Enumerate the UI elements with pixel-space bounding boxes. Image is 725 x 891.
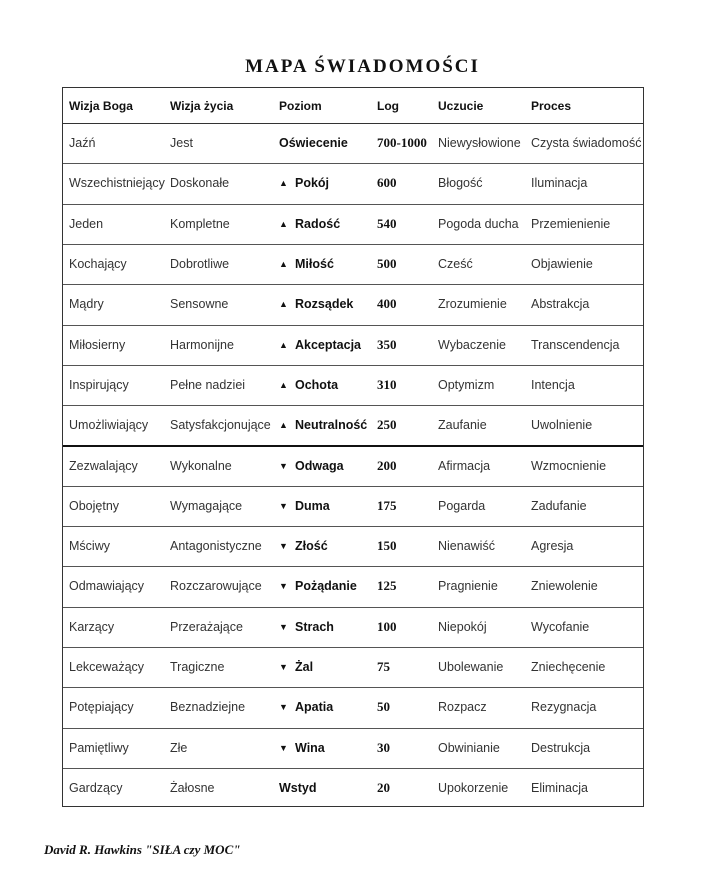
process-cell — [531, 526, 573, 566]
log-cell-text: 600 — [377, 175, 397, 191]
header-level: Poziom — [279, 98, 322, 113]
process-cell-text: Wzmocnienie — [531, 458, 607, 473]
vision-of-god-cell-text: Lekceważący — [69, 660, 145, 675]
vision-of-god-cell — [69, 365, 129, 405]
emotion-cell-text: Błogość — [438, 176, 483, 191]
process-cell — [531, 486, 587, 526]
emotion-cell-text: Rozpacz — [438, 700, 487, 715]
table-header-row — [63, 88, 643, 124]
process-cell — [531, 163, 587, 203]
log-cell-text: 50 — [377, 699, 390, 715]
emotion-cell — [438, 365, 494, 405]
level-text: Pokój — [295, 176, 330, 191]
level-cell — [279, 728, 325, 768]
level-text: Wstyd — [279, 780, 317, 795]
process-cell — [531, 445, 606, 485]
vision-of-life-cell-text: Satysfakcjonujące — [170, 418, 271, 433]
emotion-cell — [438, 405, 487, 445]
emotion-cell-text: Obwinianie — [438, 740, 500, 755]
level-cell — [279, 486, 330, 526]
vision-of-god-cell-text: Obojętny — [69, 498, 120, 513]
emotion-cell — [438, 445, 490, 485]
vision-of-god-cell-text: Inspirujący — [69, 377, 129, 392]
vision-of-god-cell — [69, 687, 134, 727]
vision-of-god-cell-text: Kochający — [69, 257, 127, 272]
vision-of-life-cell-text: Wykonalne — [170, 458, 232, 473]
vision-of-life-cell-text: Przerażające — [170, 619, 243, 634]
log-cell-text: 30 — [377, 739, 390, 755]
arrow-up-icon: ▲ — [279, 379, 288, 390]
emotion-cell — [438, 647, 503, 687]
emotion-cell-text: Upokorzenie — [438, 780, 509, 795]
process-cell-text: Intencja — [531, 377, 575, 392]
table-row — [63, 405, 643, 445]
level-cell — [279, 526, 328, 566]
table-row — [63, 204, 643, 244]
emotion-cell-text: Wybaczenie — [438, 337, 506, 352]
level-text: Ochota — [295, 377, 339, 392]
level-text: Miłość — [295, 257, 334, 272]
vision-of-god-cell-text: Zezwalający — [69, 458, 138, 473]
vision-of-life-cell-text: Tragiczne — [170, 660, 225, 675]
level-text: Apatia — [295, 700, 334, 715]
emotion-cell — [438, 687, 487, 727]
vision-of-life-cell — [170, 163, 229, 203]
emotion-cell — [438, 163, 482, 203]
level-text: Rozsądek — [295, 297, 354, 312]
log-cell-text: 250 — [377, 417, 397, 433]
level-cell — [279, 123, 348, 163]
emotion-cell — [438, 486, 485, 526]
header-vision-of-god: Wizja Boga — [69, 98, 133, 113]
arrow-up-icon: ▲ — [279, 259, 288, 270]
log-cell-text: 100 — [377, 618, 397, 634]
header-log: Log — [377, 98, 399, 113]
vision-of-god-cell-text: Odmawiający — [69, 579, 145, 594]
process-cell — [531, 244, 593, 284]
table-row — [63, 486, 643, 526]
log-cell-text: 310 — [377, 376, 397, 392]
vision-of-life-cell-text: Beznadziejne — [170, 700, 246, 715]
vision-of-life-cell-text: Dobrotliwe — [170, 257, 230, 272]
level-text: Wina — [295, 740, 325, 755]
process-cell-text: Rezygnacja — [531, 700, 597, 715]
arrow-up-icon: ▲ — [279, 218, 288, 229]
vision-of-life-cell — [170, 204, 230, 244]
vision-of-life-cell — [170, 284, 228, 324]
table-row — [63, 607, 643, 647]
vision-of-god-cell-text: Pamiętliwy — [69, 740, 129, 755]
process-cell-text: Abstrakcja — [531, 297, 590, 312]
emotion-cell — [438, 566, 498, 606]
level-text: Strach — [295, 619, 334, 634]
table-row — [63, 768, 643, 808]
arrow-down-icon: ▼ — [279, 500, 288, 511]
table-row — [63, 728, 643, 768]
table-row — [63, 123, 643, 163]
vision-of-god-cell-text: Miłosierny — [69, 337, 126, 352]
level-cell — [279, 405, 367, 445]
process-cell-text: Eliminacja — [531, 780, 588, 795]
arrow-up-icon: ▲ — [279, 339, 288, 350]
level-cell — [279, 687, 333, 727]
emotion-cell-text: Ubolewanie — [438, 660, 504, 675]
log-cell — [377, 526, 397, 566]
emotion-cell — [438, 123, 521, 163]
level-text: Pożądanie — [295, 579, 357, 594]
vision-of-god-cell — [69, 768, 123, 808]
vision-of-life-cell — [170, 687, 245, 727]
emotion-cell-text: Pogarda — [438, 498, 486, 513]
log-cell-text: 400 — [377, 296, 397, 312]
emotion-cell-text: Pragnienie — [438, 579, 498, 594]
log-cell — [377, 647, 390, 687]
process-cell-text: Agresja — [531, 539, 574, 554]
process-cell-text: Destrukcja — [531, 740, 591, 755]
vision-of-god-cell — [69, 728, 129, 768]
emotion-cell — [438, 204, 519, 244]
arrow-down-icon: ▼ — [279, 460, 288, 471]
process-cell-text: Wycofanie — [531, 619, 590, 634]
log-cell-text: 125 — [377, 578, 397, 594]
log-cell-text: 20 — [377, 779, 390, 795]
process-cell — [531, 687, 596, 727]
emotion-cell — [438, 728, 500, 768]
level-cell — [279, 325, 361, 365]
vision-of-god-cell — [69, 204, 103, 244]
log-cell-text: 540 — [377, 215, 397, 231]
vision-of-life-cell — [170, 365, 245, 405]
vision-of-life-cell — [170, 566, 262, 606]
table-row — [63, 647, 643, 687]
level-text: Duma — [295, 498, 330, 513]
vision-of-life-cell-text: Antagonistyczne — [170, 539, 262, 554]
level-cell — [279, 768, 317, 808]
process-cell-text: Uwolnienie — [531, 418, 593, 433]
level-cell — [279, 566, 357, 606]
vision-of-life-cell-text: Harmonijne — [170, 337, 234, 352]
emotion-cell — [438, 768, 508, 808]
process-cell — [531, 365, 575, 405]
vision-of-god-cell-text: Potępiający — [69, 700, 134, 715]
vision-of-god-cell — [69, 244, 127, 284]
vision-of-god-cell — [69, 445, 138, 485]
emotion-cell-text: Afirmacja — [438, 458, 491, 473]
process-cell-text: Zniewolenie — [531, 579, 598, 594]
process-cell — [531, 284, 589, 324]
log-cell — [377, 123, 427, 163]
table-row — [63, 687, 643, 727]
log-cell — [377, 284, 397, 324]
log-cell — [377, 405, 397, 445]
log-cell-text: 350 — [377, 336, 397, 352]
level-cell — [279, 204, 340, 244]
vision-of-life-cell — [170, 526, 262, 566]
vision-of-life-cell — [170, 486, 242, 526]
log-cell-text: 500 — [377, 256, 397, 272]
process-cell-text: Czysta świadomość — [531, 136, 642, 151]
log-cell — [377, 204, 397, 244]
table-row — [63, 566, 643, 606]
process-cell-text: Iluminacja — [531, 176, 588, 191]
vision-of-god-cell — [69, 486, 119, 526]
level-text: Żal — [295, 660, 314, 675]
log-cell-text: 175 — [377, 497, 397, 513]
arrow-down-icon: ▼ — [279, 581, 288, 592]
log-cell — [377, 687, 390, 727]
emotion-cell-text: Zrozumienie — [438, 297, 507, 312]
emotion-cell-text: Niepokój — [438, 619, 487, 634]
level-cell — [279, 647, 313, 687]
emotion-cell — [438, 325, 506, 365]
log-cell — [377, 486, 397, 526]
emotion-cell — [438, 244, 473, 284]
vision-of-god-cell — [69, 163, 165, 203]
vision-of-life-cell — [170, 123, 193, 163]
level-cell — [279, 607, 334, 647]
vision-of-god-cell-text: Jeden — [69, 216, 104, 231]
consciousness-map-table — [62, 87, 644, 807]
vision-of-life-cell — [170, 244, 229, 284]
arrow-down-icon: ▼ — [279, 621, 288, 632]
vision-of-god-cell-text: Mądry — [69, 297, 104, 312]
book-citation: David R. Hawkins "SIŁA czy MOC" — [44, 842, 241, 857]
arrow-up-icon: ▲ — [279, 178, 288, 189]
arrow-down-icon: ▼ — [279, 742, 288, 753]
emotion-cell-text: Niewysłowione — [438, 136, 521, 151]
log-cell — [377, 728, 390, 768]
log-cell — [377, 244, 397, 284]
vision-of-god-cell — [69, 123, 95, 163]
table-row — [63, 365, 643, 405]
table-row — [63, 325, 643, 365]
emotion-cell-text: Nienawiść — [438, 539, 495, 554]
vision-of-life-cell — [170, 647, 224, 687]
level-text: Złość — [295, 539, 328, 554]
vision-of-god-cell — [69, 566, 144, 606]
vision-of-life-cell — [170, 445, 232, 485]
vision-of-life-cell — [170, 405, 271, 445]
vision-of-life-cell-text: Jest — [170, 136, 193, 151]
vision-of-life-cell — [170, 607, 243, 647]
process-cell — [531, 566, 598, 606]
vision-of-god-cell-text: Karzący — [69, 619, 115, 634]
log-cell — [377, 607, 397, 647]
process-cell — [531, 204, 610, 244]
vision-of-life-cell — [170, 728, 187, 768]
vision-of-god-cell-text: Gardzący — [69, 780, 123, 795]
vision-of-god-cell-text: Umożliwiający — [69, 418, 149, 433]
arrow-down-icon: ▼ — [279, 541, 288, 552]
header-process: Proces — [531, 98, 572, 113]
vision-of-god-cell — [69, 325, 125, 365]
emotion-cell-text: Zaufanie — [438, 418, 487, 433]
process-cell-text: Objawienie — [531, 257, 593, 272]
emotion-cell — [438, 607, 487, 647]
header-emotion: Uczucie — [438, 98, 484, 113]
arrow-down-icon: ▼ — [279, 662, 288, 673]
page-title: MAPA ŚWIADOMOŚCI — [245, 56, 480, 77]
process-cell — [531, 607, 589, 647]
process-cell — [531, 768, 588, 808]
level-cell — [279, 445, 344, 485]
vision-of-life-cell-text: Wymagające — [170, 498, 243, 513]
emotion-cell-text: Cześć — [438, 257, 473, 272]
process-cell — [531, 647, 605, 687]
level-text: Oświecenie — [279, 136, 348, 151]
level-text: Radość — [295, 216, 341, 231]
vision-of-life-cell — [170, 768, 214, 808]
log-cell — [377, 566, 397, 606]
level-cell — [279, 163, 329, 203]
arrow-up-icon: ▲ — [279, 299, 288, 310]
vision-of-life-cell-text: Żałosne — [170, 780, 215, 795]
process-cell — [531, 325, 619, 365]
vision-of-life-cell — [170, 325, 234, 365]
process-cell-text: Przemienienie — [531, 216, 611, 231]
vision-of-god-cell-text: Mściwy — [69, 539, 110, 554]
log-cell — [377, 163, 397, 203]
level-cell — [279, 244, 334, 284]
log-cell-text: 150 — [377, 538, 397, 554]
table-row — [63, 526, 643, 566]
vision-of-life-cell-text: Złe — [170, 740, 188, 755]
process-cell — [531, 405, 592, 445]
vision-of-god-cell — [69, 647, 144, 687]
level-text: Odwaga — [295, 458, 344, 473]
log-cell-text: 700-1000 — [377, 135, 427, 151]
arrow-down-icon: ▼ — [279, 702, 288, 713]
log-cell — [377, 768, 390, 808]
process-cell — [531, 123, 641, 163]
vision-of-life-cell-text: Sensowne — [170, 297, 229, 312]
level-text: Neutralność — [295, 418, 368, 433]
emotion-cell — [438, 526, 495, 566]
log-cell-text: 75 — [377, 659, 390, 675]
vision-of-life-cell-text: Doskonałe — [170, 176, 230, 191]
log-cell — [377, 445, 397, 485]
arrow-up-icon: ▲ — [279, 420, 288, 431]
table-row — [63, 244, 643, 284]
vision-of-god-cell-text: Wszechistniejący — [69, 176, 165, 191]
vision-of-life-cell-text: Pełne nadziei — [170, 377, 246, 392]
vision-of-life-cell-text: Rozczarowujące — [170, 579, 262, 594]
log-cell — [377, 365, 397, 405]
header-vision-of-life: Wizja życia — [170, 98, 234, 113]
level-text: Akceptacja — [295, 337, 362, 352]
level-cell — [279, 365, 338, 405]
log-cell-text: 200 — [377, 457, 397, 473]
process-cell-text: Zniechęcenie — [531, 660, 606, 675]
emotion-cell — [438, 284, 507, 324]
table-row — [63, 284, 643, 324]
table-row — [63, 163, 643, 203]
process-cell-text: Zadufanie — [531, 498, 587, 513]
emotion-cell-text: Optymizm — [438, 377, 495, 392]
emotion-cell-text: Pogoda ducha — [438, 216, 519, 231]
vision-of-god-cell — [69, 607, 114, 647]
process-cell-text: Transcendencja — [531, 337, 620, 352]
table-row — [63, 445, 643, 485]
vision-of-life-cell-text: Kompletne — [170, 216, 230, 231]
vision-of-god-cell-text: Jaźń — [69, 136, 96, 151]
vision-of-god-cell — [69, 405, 148, 445]
vision-of-god-cell — [69, 526, 110, 566]
process-cell — [531, 728, 590, 768]
vision-of-god-cell — [69, 284, 104, 324]
level-cell — [279, 284, 353, 324]
log-cell — [377, 325, 397, 365]
